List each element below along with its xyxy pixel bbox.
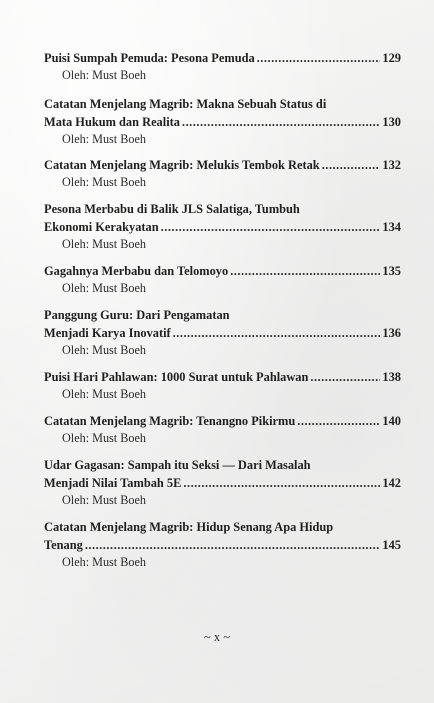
toc-entry — [44, 156, 401, 190]
dot-leader — [310, 368, 380, 386]
toc-entry — [44, 412, 401, 446]
toc-page-number: 140 — [382, 414, 401, 428]
toc-author: Oleh: Must Boeh — [62, 555, 146, 569]
toc-title-line — [44, 368, 401, 386]
toc-title-line — [44, 412, 401, 430]
toc-title-line — [44, 113, 401, 131]
toc-page-number: 132 — [382, 158, 401, 172]
dot-leader — [183, 474, 380, 492]
toc-author: Oleh: Must Boeh — [62, 132, 146, 146]
dot-leader — [173, 324, 381, 342]
table-of-contents — [44, 49, 401, 570]
toc-title: Catatan Menjelang Magrib: Tenangno Pikirmu — [44, 414, 296, 428]
toc-title: Puisi Hari Pahlawan: 1000 Surat untuk Pahlawan — [44, 370, 309, 384]
toc-author: Oleh: Must Boeh — [62, 175, 146, 189]
toc-title-line — [44, 49, 401, 67]
toc-entry — [44, 518, 401, 570]
toc-title-line — [44, 218, 401, 236]
toc-page-number: 134 — [382, 220, 401, 234]
toc-entry — [44, 200, 401, 252]
toc-title-line — [44, 456, 401, 474]
toc-title-line — [44, 262, 401, 280]
toc-author: Oleh: Must Boeh — [62, 431, 146, 445]
toc-entry — [44, 95, 401, 147]
toc-page-number: 136 — [382, 326, 401, 340]
toc-title: Udar Gagasan: Sampah itu Seksi — Dari Masalah — [44, 458, 311, 472]
dot-leader — [85, 536, 381, 554]
toc-title: Catatan Menjelang Magrib: Hidup Senang Apa Hidup — [44, 520, 334, 534]
dot-leader — [322, 156, 381, 174]
toc-page-number: 129 — [382, 51, 401, 65]
toc-title: Tenang — [44, 538, 83, 552]
toc-title: Pesona Merbabu di Balik JLS Salatiga, Tumbuh — [44, 202, 300, 216]
dot-leader — [230, 262, 380, 280]
toc-author: Oleh: Must Boeh — [62, 493, 146, 507]
dot-leader — [182, 113, 380, 131]
dot-leader — [297, 412, 380, 430]
toc-title-line — [44, 474, 401, 492]
toc-entry — [44, 456, 401, 508]
toc-title: Menjadi Karya Inovatif — [44, 326, 171, 340]
toc-entry — [44, 368, 401, 402]
toc-page-number: 142 — [382, 476, 401, 490]
toc-title-line — [44, 324, 401, 342]
toc-page-number: 135 — [382, 264, 401, 278]
toc-title-line — [44, 200, 401, 218]
toc-title: Gagahnya Merbabu dan Telomoyo — [44, 264, 229, 278]
page-number-footer: ~ x ~ — [203, 630, 231, 644]
toc-title-line — [44, 536, 401, 554]
toc-title-line — [44, 156, 401, 174]
toc-title-line — [44, 95, 401, 113]
toc-author: Oleh: Must Boeh — [62, 237, 146, 251]
toc-entry — [44, 49, 401, 83]
toc-page-number: 138 — [382, 370, 401, 384]
dot-leader — [161, 218, 381, 236]
toc-page-number: 145 — [382, 538, 401, 552]
toc-author: Oleh: Must Boeh — [62, 343, 146, 357]
toc-title: Mata Hukum dan Realita — [44, 115, 180, 129]
toc-title-line — [44, 518, 401, 536]
toc-title: Puisi Sumpah Pemuda: Pesona Pemuda — [44, 51, 255, 65]
toc-author: Oleh: Must Boeh — [62, 281, 146, 295]
toc-title: Catatan Menjelang Magrib: Melukis Tembok Retak — [44, 158, 320, 172]
toc-title-line — [44, 306, 401, 324]
toc-entry — [44, 262, 401, 296]
toc-title: Catatan Menjelang Magrib: Makna Sebuah Status di — [44, 97, 327, 111]
dot-leader — [257, 49, 381, 67]
toc-title: Panggung Guru: Dari Pengamatan — [44, 308, 230, 322]
toc-author: Oleh: Must Boeh — [62, 387, 146, 401]
toc-title: Menjadi Nilai Tambah 5E — [44, 476, 182, 490]
toc-entry — [44, 306, 401, 358]
toc-author: Oleh: Must Boeh — [62, 68, 146, 82]
toc-title: Ekonomi Kerakyatan — [44, 220, 159, 234]
toc-page-number: 130 — [382, 115, 401, 129]
